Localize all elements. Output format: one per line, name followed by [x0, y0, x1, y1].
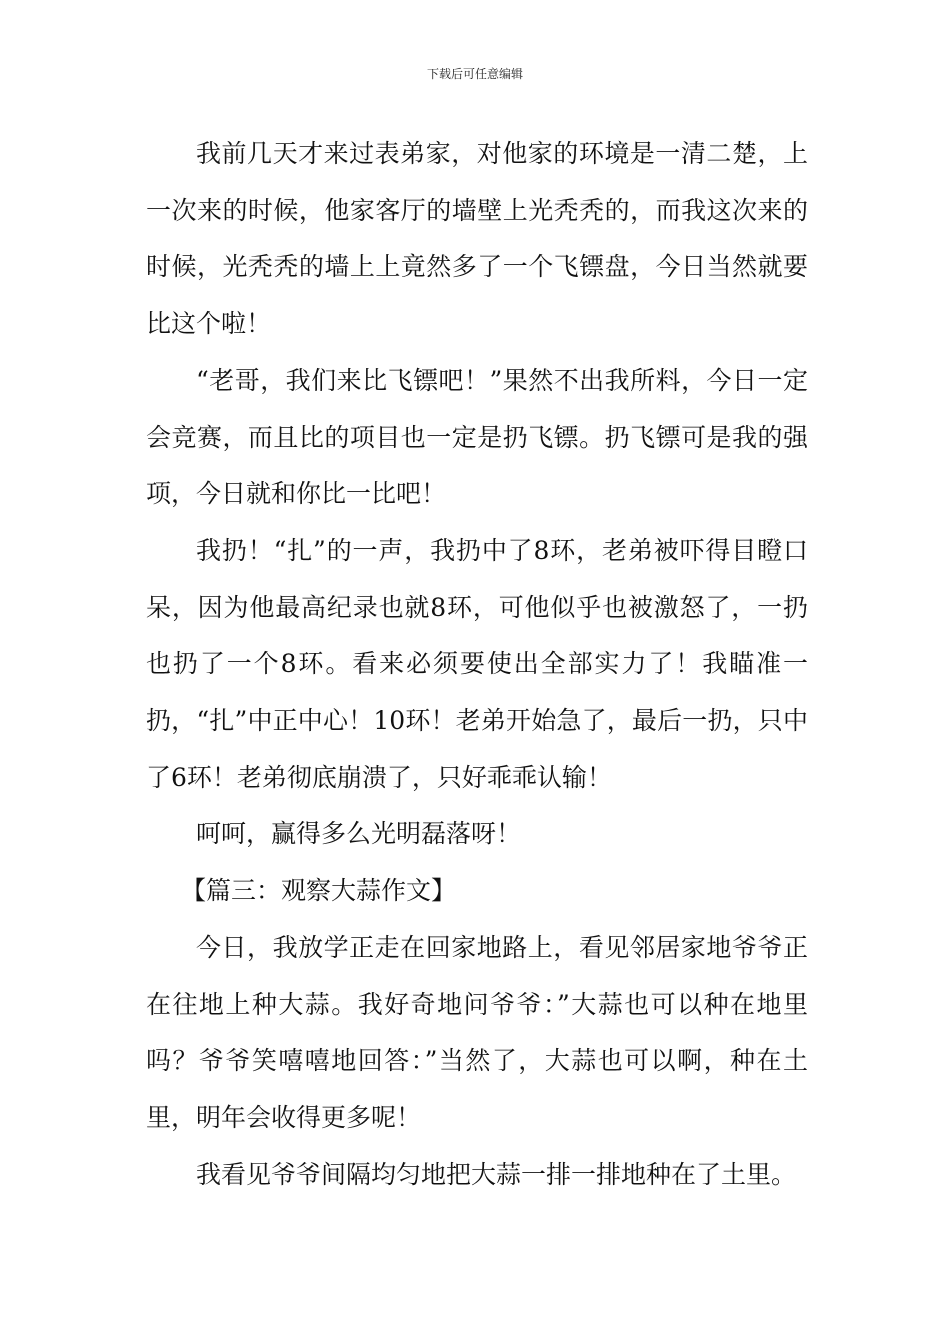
paragraph-4: 呵呵，赢得多么光明磊落呀！ [196, 819, 522, 849]
paragraph-1: 我前几天才来过表弟家，对他家的环境是一清二楚，上一次来的时候，他家客厅的墙壁上光秃秃的，而我这次来的时候，光秃秃的墙上上竟然多了一个飞镖盘，今日当然就要比这个啦！ [146, 139, 808, 339]
document-body [146, 126, 808, 1203]
page-header: 下载后可任意编辑 [426, 67, 523, 81]
paragraph-5: 今日，我放学正走在回家地路上，看见邻居家地爷爷正在往地上种大蒜。我好奇地问爷爷：”大蒜也可以种在地里吗？爷爷笑嘻嘻地回答：”当然了，大蒜也可以啊，种在土里，明年会收得更多呢！ [146, 932, 808, 1132]
paragraph-2: “老哥，我们来比飞镖吧！”果然不出我所料，今日一定会竞赛，而且比的项目也一定是扔飞镖。扔飞镖可是我的强项，今日就和你比一比吧！ [146, 365, 808, 509]
paragraph-6: 我看见爷爷间隔均匀地把大蒜一排一排地种在了土里。 [196, 1159, 797, 1189]
paragraph-3: 我扔！“扎”的一声，我扔中了8环，老弟被吓得目瞪口呆，因为他最高纪录也就8环，可他似乎也被激怒了，一扔也扔了一个8环。看来必须要使出全部实力了！我瞄准一扔，“扎”中正中心！10环！老弟开始急了，最后一扔，只中了6环！老弟彻底崩溃了，只好乖乖认输！ [146, 535, 808, 792]
section-heading: 【篇三：观察大蒜作文】 [181, 876, 457, 906]
